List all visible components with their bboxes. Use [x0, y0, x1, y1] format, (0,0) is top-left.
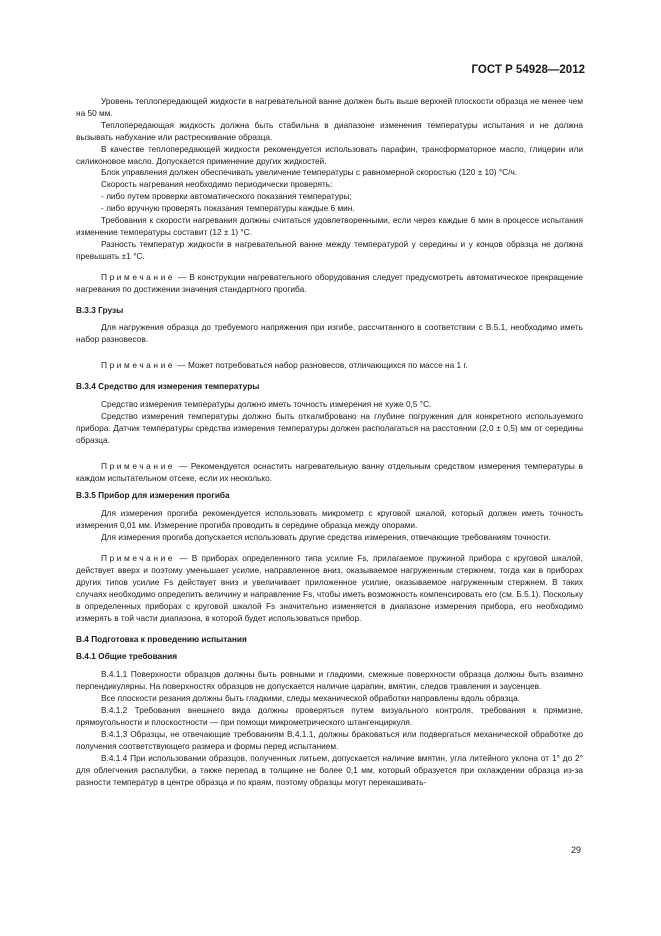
- paragraph: Средство измерения температуры должно быть откалибровано на глубине погружения для конкретного используемого прибора. Датчик температуры средства измерения температуры должен располагаться на расстоянии (2,0 ± 0,5) мм от середины образца.: [76, 410, 583, 445]
- paragraph: В качестве теплопередающей жидкости рекомендуется использовать парафин, трансформаторное масло, глицерин или силиконовое масло. Допускается применение других жидкостей.: [76, 143, 583, 166]
- note-text: — Рекомендуется оснастить нагревательную ванну отдельным средством измерения температуры в каждом испытательном отсеке, если их несколько.: [76, 460, 583, 483]
- paragraph: Скорость нагревания необходимо периодически проверять:: [101, 179, 333, 190]
- paragraph: Для измерения прогиба рекомендуется использовать микрометр с круговой шкалой, который должен иметь точность измерения 0,01 мм. Измерение прогиба проводить в середине образца между опорами.: [76, 508, 583, 531]
- section-heading-text: В.3.3 Грузы: [76, 304, 124, 315]
- page-number: 29: [571, 845, 582, 855]
- standard-header: ГОСТ Р 54928—2012: [471, 64, 585, 76]
- paragraph: Блок управления должен обеспечивать увеличение температуры с равномерной скоростью (120 ± 10) °С/ч.: [101, 167, 518, 178]
- paragraph: В.4.1.2 Требования внешнего вида должны проверяться путем визуального контроля, требования к прямизне, прямоугольности и плоскостности — при помощи микрометрического штангенциркуля.: [76, 705, 583, 727]
- paragraph: В.4.1.3 Образцы, не отвечающие требованиям В.4.1.1, должны браковаться или подвергаться механической обработке до получения соответствующего размера и формы перед испытанием.: [76, 728, 583, 751]
- note: [76, 553, 583, 624]
- list-item: - либо вручную проверять показания температуры каждые 6 мин.: [101, 203, 355, 214]
- note: [76, 360, 583, 372]
- section-heading: В.3.4 Средство для измерения температуры: [76, 381, 260, 392]
- section-heading: В.4 Подготовка к проведению испытания: [76, 633, 247, 644]
- document-body: [76, 96, 583, 788]
- paragraph: Требования к скорости нагревания должны считаться удовлетворенными, если через каждые 6 мин в процессе испытания изменение температуры составит (12 ± 1) °С.: [76, 215, 583, 237]
- list-item: - либо путем проверки автоматического показания температуры;: [101, 191, 352, 202]
- paragraph: Средство измерения температуры должно иметь точность измерения не хуже 0,5 °С.: [101, 399, 432, 410]
- note-label: Примечание: [101, 271, 176, 282]
- paragraph: Разность температур жидкости в нагревательной ванне между температурой у середины и у концов образца не должна превышать ±1 °С.: [76, 238, 583, 261]
- section-heading: В.3.5 Прибор для измерения прогиба: [76, 490, 230, 501]
- note-label: Примечание: [101, 360, 176, 371]
- note: [76, 272, 583, 296]
- paragraph: Теплопередающая жидкость должна быть стабильна в диапазоне изменения температуры испытания и не должна вызывать набухание или растрескивание образца.: [76, 119, 583, 142]
- paragraph: Все плоскости резания должны быть гладкими, следы механической обработки направлены вдоль образца.: [101, 693, 521, 704]
- paragraph: Для измерения прогиба допускается использовать другие средства измерения, отвечающие требованиям точности.: [101, 532, 551, 543]
- paragraph: Уровень теплопередающей жидкости в нагревательной ванне должен быть выше верхней плоскости образца не менее чем на 50 мм.: [76, 96, 583, 118]
- section-heading: [76, 305, 583, 317]
- subsection-heading: В.4.1 Общие требования: [76, 651, 178, 662]
- note-text: — Может потребоваться набор разновесов, отличающихся по массе на 1 г.: [175, 360, 468, 371]
- note-text: — В приборах определенного типа усилие Fs, прилагаемое пружиной прибора с круговой шкалой, действует вверх и поэтому уменьшает усилие, направленное вниз, оказываемое нагруженным стержнем, тогда как в приборах других типов усилие Fs действует вниз и увеличивает приложенное усилие, оказываемое нагруженным стержнем. В таких случаях необходимо определить величину и направление Fs, чтобы иметь возможность компенсировать его (см. Б.5.1). Поскольку в определенных приборах с круговой шкалой Fs значительно изменяется в диапазоне измерения прибора, его необходимо измерять в той части диапазона, в которой будет использоваться прибор.: [76, 553, 583, 623]
- paragraph: В.4.1.4 При использовании образцов, полученных литьем, допускается наличие вмятин, угла литейного уклона от 1° до 2° для облегчения распалубки, а также перепад в толщине не более 0,1 мм, который образуется при охлаждении образца из-за разности температур в центре образца и по краям, поэтому образцы могут перекашивать-: [76, 752, 583, 787]
- note: [76, 461, 583, 485]
- paragraph: В.4.1.1 Поверхности образцов должны быть ровными и гладкими, смежные поверхности образца должны быть взаимно перпендикулярны. На поверхностях образцов не допускается наличие царапин, вмятин, следов травления и заусенцев.: [76, 669, 583, 692]
- note-label: Примечание: [101, 553, 176, 564]
- note-text: — В конструкции нагревательного оборудования следует предусмотреть автоматическое прекращение нагревания по достижении значения стандартного прогиба.: [76, 271, 583, 294]
- note-label: Примечание: [101, 460, 176, 471]
- paragraph: Для нагружения образца до требуемого напряжения при изгибе, рассчитанного в соответствии с В.5.1, необходимо иметь набор разновесов.: [76, 322, 583, 345]
